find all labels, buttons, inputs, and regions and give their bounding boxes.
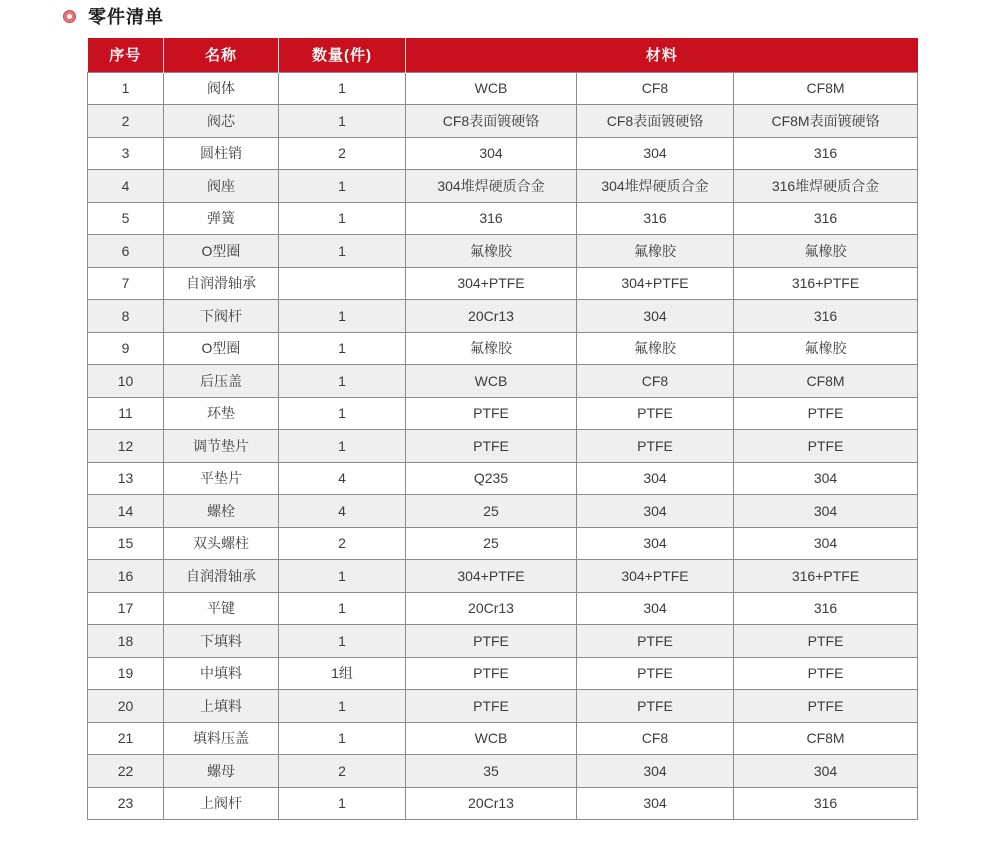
material-cell-1: 氟橡胶 bbox=[406, 235, 577, 268]
material-cell-2: 304 bbox=[577, 462, 734, 495]
material-cell-3: 316 bbox=[734, 592, 918, 625]
name-cell: 后压盖 bbox=[164, 365, 279, 398]
quantity-cell: 1 bbox=[279, 235, 406, 268]
table-row bbox=[88, 462, 918, 495]
material-cell-2: 304+PTFE bbox=[577, 560, 734, 593]
name-cell: 中填料 bbox=[164, 657, 279, 690]
serial-cell: 7 bbox=[88, 267, 164, 300]
section-bullet-icon bbox=[63, 10, 76, 23]
name-cell: 圆柱销 bbox=[164, 137, 279, 170]
material-cell-1: 20Cr13 bbox=[406, 592, 577, 625]
material-cell-2: 304 bbox=[577, 300, 734, 333]
material-cell-2: CF8 bbox=[577, 722, 734, 755]
material-cell-3: 304 bbox=[734, 495, 918, 528]
table-row bbox=[88, 657, 918, 690]
quantity-cell: 1 bbox=[279, 397, 406, 430]
material-cell-1: 25 bbox=[406, 495, 577, 528]
table-row bbox=[88, 787, 918, 820]
name-cell: 自润滑轴承 bbox=[164, 267, 279, 300]
material-cell-3: 氟橡胶 bbox=[734, 235, 918, 268]
quantity-cell: 4 bbox=[279, 462, 406, 495]
table-row bbox=[88, 170, 918, 203]
material-cell-3: CF8M bbox=[734, 72, 918, 105]
name-cell: 填料压盖 bbox=[164, 722, 279, 755]
material-cell-2: 304 bbox=[577, 495, 734, 528]
table-row bbox=[88, 365, 918, 398]
material-cell-1: 35 bbox=[406, 755, 577, 788]
name-cell: 环垫 bbox=[164, 397, 279, 430]
quantity-cell: 1 bbox=[279, 722, 406, 755]
material-cell-2: PTFE bbox=[577, 430, 734, 463]
table-row bbox=[88, 202, 918, 235]
quantity-cell bbox=[279, 267, 406, 300]
material-cell-1: 316 bbox=[406, 202, 577, 235]
material-cell-2: PTFE bbox=[577, 625, 734, 658]
material-cell-2: 304 bbox=[577, 137, 734, 170]
name-cell: 螺栓 bbox=[164, 495, 279, 528]
material-cell-2: CF8 bbox=[577, 72, 734, 105]
material-cell-2: 304 bbox=[577, 787, 734, 820]
header-serial: 序号 bbox=[88, 38, 164, 72]
table-row bbox=[88, 755, 918, 788]
quantity-cell: 2 bbox=[279, 755, 406, 788]
table-row bbox=[88, 72, 918, 105]
material-cell-1: 氟橡胶 bbox=[406, 332, 577, 365]
name-cell: 阀座 bbox=[164, 170, 279, 203]
quantity-cell: 1 bbox=[279, 365, 406, 398]
serial-cell: 10 bbox=[88, 365, 164, 398]
material-cell-3: 氟橡胶 bbox=[734, 332, 918, 365]
header-name: 名称 bbox=[164, 38, 279, 72]
name-cell: 螺母 bbox=[164, 755, 279, 788]
table-row bbox=[88, 397, 918, 430]
material-cell-1: WCB bbox=[406, 365, 577, 398]
page-title: 零件清单 bbox=[88, 7, 164, 27]
parts-table bbox=[87, 38, 918, 820]
quantity-cell: 1 bbox=[279, 202, 406, 235]
material-cell-3: 316 bbox=[734, 787, 918, 820]
quantity-cell: 1 bbox=[279, 300, 406, 333]
parts-table-header bbox=[88, 38, 918, 72]
table-row bbox=[88, 722, 918, 755]
material-cell-2: 304+PTFE bbox=[577, 267, 734, 300]
material-cell-2: 316 bbox=[577, 202, 734, 235]
serial-cell: 11 bbox=[88, 397, 164, 430]
material-cell-1: WCB bbox=[406, 72, 577, 105]
quantity-cell: 1 bbox=[279, 625, 406, 658]
serial-cell: 4 bbox=[88, 170, 164, 203]
table-row bbox=[88, 105, 918, 138]
serial-cell: 2 bbox=[88, 105, 164, 138]
quantity-cell: 1 bbox=[279, 690, 406, 723]
material-cell-3: PTFE bbox=[734, 657, 918, 690]
quantity-cell: 1组 bbox=[279, 657, 406, 690]
quantity-cell: 1 bbox=[279, 787, 406, 820]
material-cell-1: 304+PTFE bbox=[406, 560, 577, 593]
serial-cell: 21 bbox=[88, 722, 164, 755]
material-cell-2: 304 bbox=[577, 527, 734, 560]
material-cell-1: PTFE bbox=[406, 625, 577, 658]
material-cell-1: WCB bbox=[406, 722, 577, 755]
material-cell-2: CF8 bbox=[577, 365, 734, 398]
material-cell-3: CF8M bbox=[734, 365, 918, 398]
material-cell-3: 316+PTFE bbox=[734, 560, 918, 593]
quantity-cell: 1 bbox=[279, 332, 406, 365]
material-cell-1: Q235 bbox=[406, 462, 577, 495]
table-row bbox=[88, 430, 918, 463]
parts-table-body bbox=[88, 72, 918, 820]
quantity-cell: 2 bbox=[279, 137, 406, 170]
header-row bbox=[88, 38, 918, 72]
serial-cell: 3 bbox=[88, 137, 164, 170]
serial-cell: 16 bbox=[88, 560, 164, 593]
quantity-cell: 4 bbox=[279, 495, 406, 528]
material-cell-3: CF8M bbox=[734, 722, 918, 755]
quantity-cell: 2 bbox=[279, 527, 406, 560]
header-material: 材料 bbox=[406, 38, 918, 72]
material-cell-1: 304+PTFE bbox=[406, 267, 577, 300]
name-cell: 下填料 bbox=[164, 625, 279, 658]
material-cell-3: 304 bbox=[734, 462, 918, 495]
name-cell: 平键 bbox=[164, 592, 279, 625]
quantity-cell: 1 bbox=[279, 170, 406, 203]
name-cell: 上阀杆 bbox=[164, 787, 279, 820]
serial-cell: 18 bbox=[88, 625, 164, 658]
name-cell: 弹簧 bbox=[164, 202, 279, 235]
quantity-cell: 1 bbox=[279, 430, 406, 463]
quantity-cell: 1 bbox=[279, 105, 406, 138]
material-cell-2: 氟橡胶 bbox=[577, 235, 734, 268]
material-cell-2: PTFE bbox=[577, 657, 734, 690]
name-cell: 平垫片 bbox=[164, 462, 279, 495]
material-cell-1: CF8表面镀硬铬 bbox=[406, 105, 577, 138]
name-cell: 调节垫片 bbox=[164, 430, 279, 463]
material-cell-2: CF8表面镀硬铬 bbox=[577, 105, 734, 138]
serial-cell: 14 bbox=[88, 495, 164, 528]
serial-cell: 5 bbox=[88, 202, 164, 235]
table-row bbox=[88, 560, 918, 593]
serial-cell: 12 bbox=[88, 430, 164, 463]
material-cell-1: PTFE bbox=[406, 657, 577, 690]
name-cell: 双头螺柱 bbox=[164, 527, 279, 560]
material-cell-3: 304 bbox=[734, 755, 918, 788]
serial-cell: 6 bbox=[88, 235, 164, 268]
material-cell-1: PTFE bbox=[406, 690, 577, 723]
table-row bbox=[88, 332, 918, 365]
serial-cell: 9 bbox=[88, 332, 164, 365]
serial-cell: 20 bbox=[88, 690, 164, 723]
material-cell-1: 304 bbox=[406, 137, 577, 170]
section-title-row bbox=[63, 3, 164, 29]
material-cell-2: PTFE bbox=[577, 397, 734, 430]
material-cell-2: 304 bbox=[577, 592, 734, 625]
material-cell-1: 304堆焊硬质合金 bbox=[406, 170, 577, 203]
material-cell-1: PTFE bbox=[406, 430, 577, 463]
serial-cell: 13 bbox=[88, 462, 164, 495]
material-cell-3: 316 bbox=[734, 202, 918, 235]
quantity-cell: 1 bbox=[279, 560, 406, 593]
serial-cell: 8 bbox=[88, 300, 164, 333]
table-row bbox=[88, 235, 918, 268]
quantity-cell: 1 bbox=[279, 592, 406, 625]
table-row bbox=[88, 592, 918, 625]
serial-cell: 15 bbox=[88, 527, 164, 560]
material-cell-3: PTFE bbox=[734, 397, 918, 430]
table-row bbox=[88, 625, 918, 658]
name-cell: 阀体 bbox=[164, 72, 279, 105]
serial-cell: 1 bbox=[88, 72, 164, 105]
name-cell: 自润滑轴承 bbox=[164, 560, 279, 593]
material-cell-1: 25 bbox=[406, 527, 577, 560]
material-cell-1: 20Cr13 bbox=[406, 787, 577, 820]
table-row bbox=[88, 495, 918, 528]
name-cell: O型圈 bbox=[164, 235, 279, 268]
serial-cell: 19 bbox=[88, 657, 164, 690]
material-cell-3: PTFE bbox=[734, 430, 918, 463]
material-cell-3: 316+PTFE bbox=[734, 267, 918, 300]
material-cell-3: 316堆焊硬质合金 bbox=[734, 170, 918, 203]
material-cell-2: PTFE bbox=[577, 690, 734, 723]
material-cell-3: 304 bbox=[734, 527, 918, 560]
table-row bbox=[88, 300, 918, 333]
name-cell: 上填料 bbox=[164, 690, 279, 723]
material-cell-1: PTFE bbox=[406, 397, 577, 430]
material-cell-2: 氟橡胶 bbox=[577, 332, 734, 365]
table-row bbox=[88, 267, 918, 300]
name-cell: O型圈 bbox=[164, 332, 279, 365]
material-cell-3: 316 bbox=[734, 137, 918, 170]
serial-cell: 23 bbox=[88, 787, 164, 820]
table-row bbox=[88, 527, 918, 560]
material-cell-3: PTFE bbox=[734, 625, 918, 658]
table-row bbox=[88, 690, 918, 723]
material-cell-3: 316 bbox=[734, 300, 918, 333]
serial-cell: 22 bbox=[88, 755, 164, 788]
name-cell: 下阀杆 bbox=[164, 300, 279, 333]
material-cell-1: 20Cr13 bbox=[406, 300, 577, 333]
name-cell: 阀芯 bbox=[164, 105, 279, 138]
material-cell-3: PTFE bbox=[734, 690, 918, 723]
quantity-cell: 1 bbox=[279, 72, 406, 105]
material-cell-2: 304 bbox=[577, 755, 734, 788]
material-cell-3: CF8M表面镀硬铬 bbox=[734, 105, 918, 138]
table-row bbox=[88, 137, 918, 170]
serial-cell: 17 bbox=[88, 592, 164, 625]
header-quantity: 数量(件) bbox=[279, 38, 406, 72]
material-cell-2: 304堆焊硬质合金 bbox=[577, 170, 734, 203]
